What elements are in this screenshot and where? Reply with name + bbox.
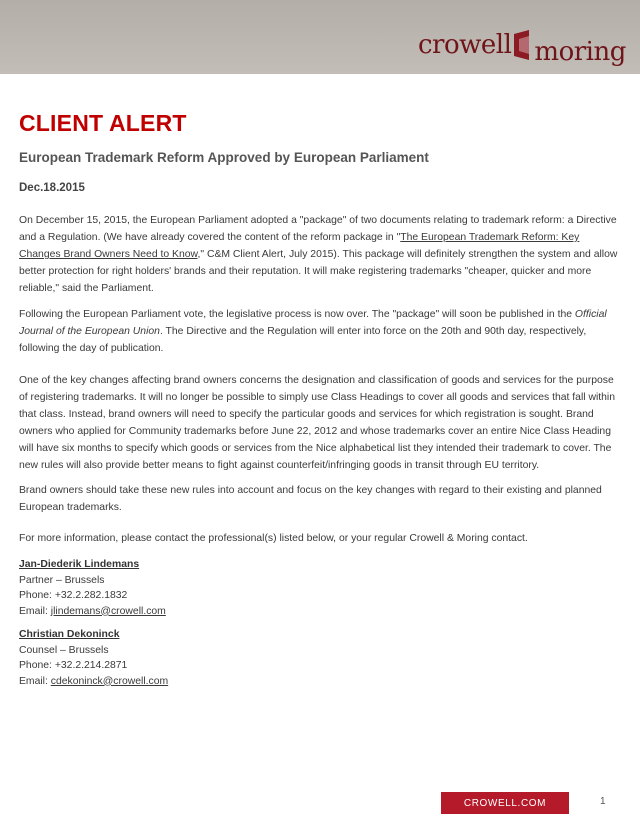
contact-name[interactable]: Jan-Diederik Lindemans — [19, 559, 140, 570]
paragraph-1 — [19, 212, 621, 297]
paragraph-1-text-b: ," C&M Client Alert, July 2015). This package will definitely strengthen the system and allow better protection for right holders' brands and their reputation. It will make registering trademarks "cheaper, quicker and more reliable," said the Parliament. — [19, 249, 618, 294]
footer-website-link[interactable]: CROWELL.COM — [441, 792, 569, 814]
contact-phone: Phone: +32.2.282.1832 — [19, 590, 128, 601]
page-number: 1 — [600, 796, 606, 807]
contact-phone: Phone: +32.2.214.2871 — [19, 660, 128, 671]
logo-word-crowell: crowell — [418, 30, 512, 60]
paragraph-2-text-a: Following the European Parliament vote, the legislative process is now over. The "package" will soon be published in the — [19, 309, 575, 320]
contact-email-row — [19, 674, 168, 690]
paragraph-3: One of the key changes affecting brand owners concerns the designation and classification of goods and services for the purpose of registering trademarks. It will no longer be possible to simply use Class Headings to cover all goods and services that fall within that class. Instead, brand owners will need to specify the particular goods and services for which registration is sought. Brand owners who applied for Community trademarks before June 22, 2012 and whose trademarks cover an entire Nice Class Heading will have six months to specify which goods or services from the Nice alphabetical list they intended their trademark to cover. The new rules will also provide better means to fight against counterfeit/infringing goods in transit through EU territory. — [19, 375, 616, 471]
official-journal-title: Official Journal of the European Union — [19, 309, 607, 337]
crowell-moring-logo[interactable] — [418, 18, 626, 67]
paragraph-2 — [19, 306, 621, 357]
paragraph-2-text-b: . The Directive and the Regulation will enter into force on the 20th and 90th day, respectively, following the day of publication. — [19, 326, 587, 354]
paragraph-1-text-a: On December 15, 2015, the European Parliament adopted a "package" of two documents relating to trademark reform: a Directive and a Regulation. (We have already covered the content of the reform package in " — [19, 215, 617, 243]
contact-card-lindemans — [19, 557, 166, 619]
contact-name[interactable]: Christian Dekoninck — [19, 629, 120, 640]
document-title: CLIENT ALERT — [19, 110, 187, 136]
contact-role: Counsel – Brussels — [19, 644, 109, 656]
contact-card-dekoninck — [19, 627, 168, 689]
publication-date: Dec.18.2015 — [19, 182, 85, 194]
reform-article-link[interactable]: The European Trademark Reform: Key Changes Brand Owners Need to Know — [19, 232, 580, 260]
contact-role: Partner – Brussels — [19, 574, 105, 586]
logo-word-moring: moring — [534, 37, 626, 67]
document-subtitle: European Trademark Reform Approved by European Parliament — [19, 150, 429, 165]
contact-email-row — [19, 604, 166, 620]
paragraph-5: For more information, please contact the professional(s) listed below, or your regular Crowell & Moring contact. — [19, 533, 528, 544]
paragraph-4: Brand owners should take these new rules into account and focus on the key changes with regard to their existing and planned European trademarks. — [19, 485, 602, 513]
logo-mark-icon — [512, 30, 532, 60]
contact-email-link[interactable]: cdekoninck@crowell.com — [50, 675, 169, 687]
email-label: Email: — [19, 605, 51, 617]
email-label: Email: — [19, 675, 51, 687]
contact-email-link[interactable]: jlindemans@crowell.com — [50, 605, 166, 617]
